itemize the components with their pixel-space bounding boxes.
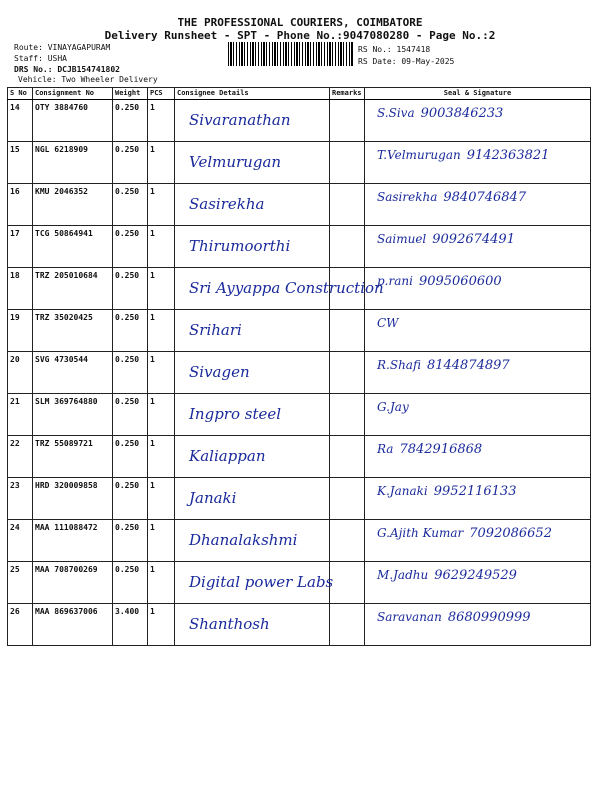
signature-block [367, 439, 588, 456]
cell-pcs: 1 [148, 394, 175, 436]
cell-pcs: 1 [148, 520, 175, 562]
document-subtitle: Delivery Runsheet - SPT - Phone No.:9047080280 - Page No.:2 [104, 29, 496, 42]
cell-sno: 22 [8, 436, 33, 478]
consignee-handwriting: Digital power Labs [189, 573, 334, 591]
consignee-handwriting: Ingpro steel [189, 405, 282, 423]
signature-name: CW [377, 316, 399, 330]
signature-name: T.Velmurugan [377, 148, 461, 162]
cell-sno: 16 [8, 184, 33, 226]
table-row [8, 268, 591, 310]
table-row [8, 352, 591, 394]
cell-consignee [175, 226, 330, 268]
signature-name: Sasirekha [377, 190, 438, 204]
cell-consignee [175, 478, 330, 520]
cell-sno: 23 [8, 478, 33, 520]
cell-signature [365, 100, 591, 142]
staff-label: Staff: USHA [14, 54, 67, 63]
cell-remarks [330, 436, 365, 478]
cell-consignment-no: MAA 869637006 [33, 604, 113, 646]
consignee-handwriting: Sri Ayyappa Construction [189, 279, 384, 297]
cell-sno: 25 [8, 562, 33, 604]
document-title: THE PROFESSIONAL COURIERS, COIMBATORE [177, 16, 423, 29]
table-row [8, 184, 591, 226]
table-row [8, 436, 591, 478]
signature-phone: 9142363821 [466, 148, 550, 163]
cell-consignment-no: TRZ 35020425 [33, 310, 113, 352]
signature-phone: 9095060600 [418, 274, 502, 289]
cell-consignee [175, 142, 330, 184]
cell-weight: 0.250 [113, 352, 148, 394]
cell-weight: 0.250 [113, 436, 148, 478]
cell-weight: 0.250 [113, 562, 148, 604]
cell-weight: 0.250 [113, 184, 148, 226]
cell-consignment-no: MAA 708700269 [33, 562, 113, 604]
signature-block [367, 313, 588, 330]
consignee-handwriting: Shanthosh [189, 615, 270, 633]
cell-consignment-no: MAA 111088472 [33, 520, 113, 562]
col-header-consignee: Consignee Details [175, 88, 330, 100]
signature-name: G.Ajith Kumar [377, 526, 464, 540]
cell-pcs: 1 [148, 142, 175, 184]
signature-block [367, 607, 588, 624]
table-row [8, 562, 591, 604]
cell-weight: 0.250 [113, 310, 148, 352]
signature-name: S.Siva [377, 106, 415, 120]
cell-pcs: 1 [148, 184, 175, 226]
signature-name: M.Jadhu [377, 568, 429, 582]
cell-signature [365, 184, 591, 226]
cell-signature [365, 604, 591, 646]
signature-block [367, 271, 588, 288]
cell-weight: 0.250 [113, 520, 148, 562]
cell-signature [365, 268, 591, 310]
signature-name: K.Janaki [377, 484, 428, 498]
cell-sno: 15 [8, 142, 33, 184]
cell-consignee [175, 310, 330, 352]
cell-weight: 0.250 [113, 478, 148, 520]
runsheet-table [7, 87, 591, 646]
cell-weight: 0.250 [113, 226, 148, 268]
cell-pcs: 1 [148, 310, 175, 352]
signature-phone: 8680990999 [447, 610, 531, 625]
signature-block [367, 103, 588, 120]
signature-name: R.Shafi [377, 358, 421, 372]
signature-block [367, 523, 588, 540]
drs-number: DRS No.: DCJB154741802 [14, 65, 120, 74]
signature-name: Saimuel [377, 232, 427, 246]
table-row [8, 520, 591, 562]
cell-signature [365, 352, 591, 394]
signature-phone: 9092674491 [432, 232, 515, 247]
cell-weight: 0.250 [113, 142, 148, 184]
signature-phone: 8144874897 [426, 358, 510, 373]
cell-consignment-no: KMU 2046352 [33, 184, 113, 226]
cell-remarks [330, 100, 365, 142]
cell-consignee [175, 520, 330, 562]
cell-weight: 0.250 [113, 100, 148, 142]
cell-remarks [330, 184, 365, 226]
cell-signature [365, 310, 591, 352]
signature-name: Saravanan [377, 610, 442, 624]
cell-remarks [330, 310, 365, 352]
cell-consignee [175, 436, 330, 478]
signature-block [367, 145, 588, 162]
consignee-handwriting: Thirumoorthi [189, 237, 291, 255]
cell-consignment-no: TCG 50864941 [33, 226, 113, 268]
signature-block [367, 229, 588, 246]
cell-remarks [330, 142, 365, 184]
cell-sno: 20 [8, 352, 33, 394]
table-header-row [8, 88, 591, 100]
cell-weight: 0.250 [113, 268, 148, 310]
cell-consignment-no: TRZ 205010684 [33, 268, 113, 310]
table-row [8, 478, 591, 520]
col-header-consignment: Consignment No [33, 88, 113, 100]
cell-signature [365, 520, 591, 562]
cell-pcs: 1 [148, 226, 175, 268]
vehicle-label: Vehicle: Two Wheeler Delivery [18, 75, 158, 84]
table-row [8, 310, 591, 352]
rs-number: RS No.: 1547418 [358, 45, 431, 54]
cell-remarks [330, 226, 365, 268]
consignee-handwriting: Kaliappan [189, 447, 266, 465]
col-header-remarks: Remarks [330, 88, 365, 100]
signature-phone: 9952116133 [433, 484, 517, 499]
signature-phone: 9840746847 [443, 190, 527, 205]
consignee-handwriting: Srihari [189, 321, 242, 339]
cell-consignment-no: OTY 3884760 [33, 100, 113, 142]
signature-block [367, 481, 588, 498]
cell-pcs: 1 [148, 604, 175, 646]
signature-phone: 7092086652 [469, 526, 552, 541]
signature-phone: 9003846233 [420, 106, 504, 121]
col-header-signature: Seal & Signature [365, 88, 591, 100]
col-header-weight: Weight [113, 88, 148, 100]
cell-pcs: 1 [148, 478, 175, 520]
cell-consignment-no: NGL 6218909 [33, 142, 113, 184]
cell-consignee [175, 100, 330, 142]
signature-phone: 9629249529 [434, 568, 517, 583]
cell-consignment-no: SVG 4730544 [33, 352, 113, 394]
cell-signature [365, 226, 591, 268]
cell-pcs: 1 [148, 268, 175, 310]
consignee-handwriting: Dhanalakshmi [189, 531, 298, 549]
cell-sno: 21 [8, 394, 33, 436]
cell-consignee [175, 562, 334, 604]
consignee-handwriting: Sivagen [189, 363, 250, 381]
cell-signature [365, 394, 591, 436]
col-header-pcs: PCS [148, 88, 175, 100]
cell-remarks [330, 604, 365, 646]
cell-weight: 0.250 [113, 394, 148, 436]
cell-sno: 14 [8, 100, 33, 142]
cell-consignment-no: SLM 369764880 [33, 394, 113, 436]
cell-pcs: 1 [148, 100, 175, 142]
cell-signature [365, 562, 591, 604]
signature-name: G.Jay [377, 400, 409, 414]
signature-block [367, 187, 588, 204]
cell-pcs: 1 [148, 352, 175, 394]
cell-consignment-no: TRZ 55089721 [33, 436, 113, 478]
cell-remarks [330, 478, 365, 520]
cell-sno: 26 [8, 604, 33, 646]
route-label: Route: VINAYAGAPURAM [14, 43, 111, 52]
signature-block [367, 355, 588, 372]
cell-sno: 24 [8, 520, 33, 562]
signature-name: Ra [377, 442, 394, 456]
consignee-handwriting: Janaki [189, 489, 237, 507]
cell-pcs: 1 [148, 436, 175, 478]
table-row [8, 226, 591, 268]
cell-consignee [175, 268, 384, 310]
table-row [8, 100, 591, 142]
cell-sno: 18 [8, 268, 33, 310]
consignee-handwriting: Velmurugan [189, 153, 282, 171]
cell-remarks [330, 562, 365, 604]
table-row [8, 394, 591, 436]
barcode [228, 42, 354, 66]
rs-date: RS Date: 09-May-2025 [358, 57, 455, 66]
cell-weight: 3.400 [113, 604, 148, 646]
cell-remarks [330, 520, 365, 562]
consignee-handwriting: Sasirekha [189, 195, 265, 213]
consignee-handwriting: Sivaranathan [189, 111, 291, 129]
cell-signature [365, 436, 591, 478]
cell-signature [365, 142, 591, 184]
col-header-sno: S No [8, 88, 33, 100]
cell-consignee [175, 184, 330, 226]
cell-signature [365, 478, 591, 520]
cell-consignee [175, 352, 330, 394]
cell-remarks [330, 352, 365, 394]
table-row [8, 142, 591, 184]
cell-consignee [175, 604, 330, 646]
cell-consignment-no: HRD 320009858 [33, 478, 113, 520]
table-row [8, 604, 591, 646]
signature-name: p.rani [377, 274, 413, 288]
cell-consignee [175, 394, 330, 436]
cell-pcs: 1 [148, 562, 175, 604]
signature-block [367, 565, 588, 582]
cell-sno: 19 [8, 310, 33, 352]
cell-remarks [330, 394, 365, 436]
cell-sno: 17 [8, 226, 33, 268]
signature-phone: 7842916868 [399, 442, 483, 457]
signature-block [367, 397, 588, 414]
